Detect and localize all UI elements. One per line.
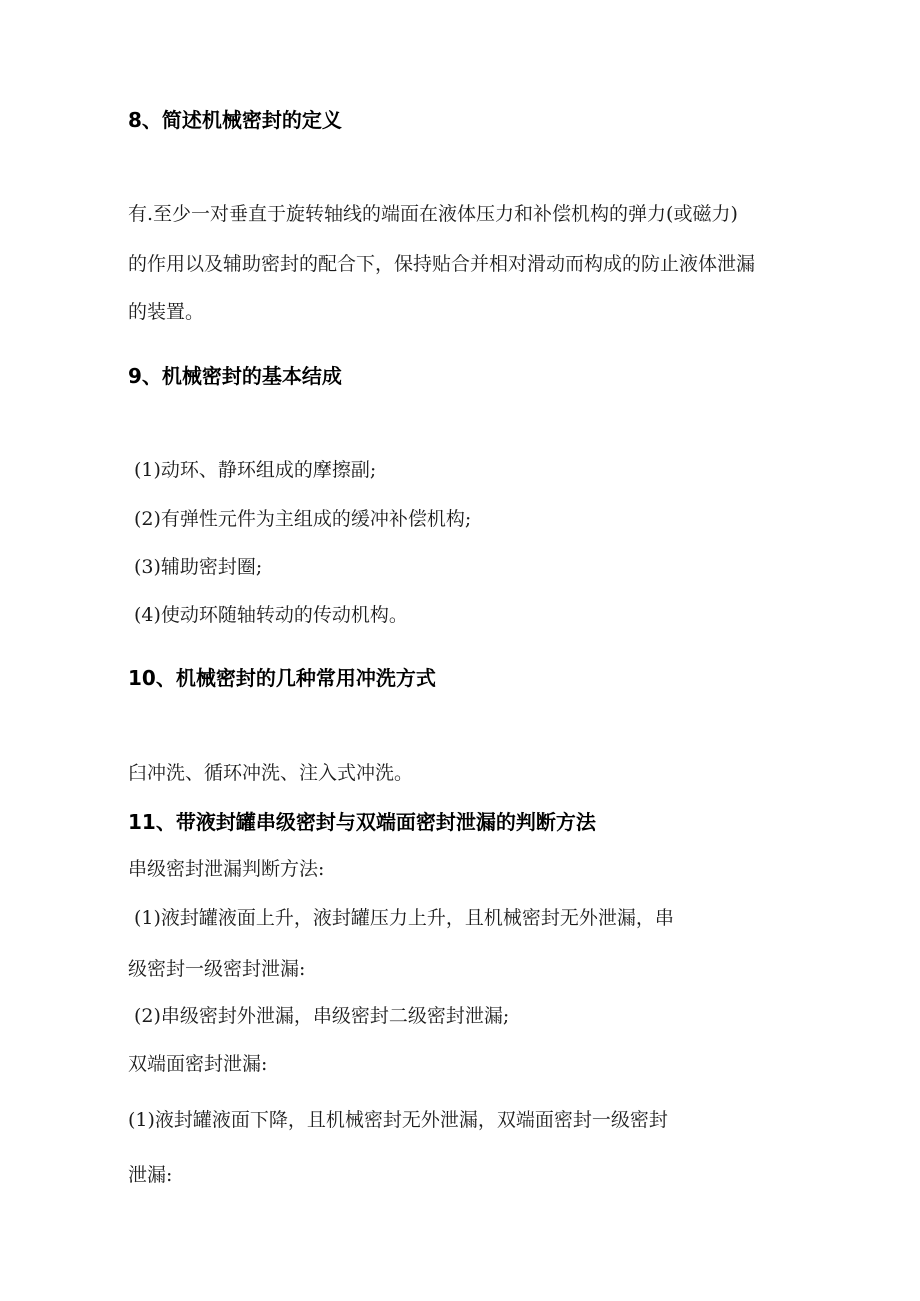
section-9-item-3: (3)辅助密封圈; — [134, 556, 263, 578]
section-11-line-1: 串级密封泄漏判断方法: — [128, 858, 325, 880]
section-11-line-4: (2)串级密封外泄漏，串级密封二级密封泄漏; — [134, 1005, 510, 1027]
section-8-heading: 8、简述机械密封的定义 — [128, 108, 342, 132]
section-8-text-line-3: 的装置。 — [128, 301, 205, 323]
section-11-line-3: 级密封一级密封泄漏: — [128, 958, 306, 980]
section-11-line-5: 双端面密封泄漏: — [128, 1053, 268, 1075]
section-11-line-2: (1)液封罐液面上升，液封罐压力上升，且机械密封无外泄漏，串 — [134, 907, 674, 929]
section-9-item-2: (2)有弹性元件为主组成的缓冲补偿机构; — [134, 508, 472, 530]
section-9-heading: 9、机械密封的基本结成 — [128, 364, 342, 388]
section-10-text-line-1: 臼冲洗、循环冲洗、注入式冲洗。 — [128, 762, 414, 784]
section-9-item-4: (4)使动环随轴转动的传动机构。 — [134, 604, 408, 626]
section-8-text-line-1: 有.至少一对垂直于旋转轴线的端面在液体压力和补偿机构的弹力(或磁力) — [128, 203, 738, 225]
section-11-heading: 11、带液封罐串级密封与双端面密封泄漏的判断方法 — [128, 810, 596, 834]
section-10-heading: 10、机械密封的几种常用冲洗方式 — [128, 666, 436, 690]
section-11-line-7: 泄漏: — [128, 1164, 173, 1186]
section-11-line-6: (1)液封罐液面下降，且机械密封无外泄漏，双端面密封一级密封 — [128, 1109, 668, 1131]
section-9-item-1: (1)动环、静环组成的摩擦副; — [134, 459, 377, 481]
section-8-text-line-2: 的作用以及辅助密封的配合下，保持贴合并相对滑动而构成的防止液体泄漏 — [128, 253, 756, 275]
